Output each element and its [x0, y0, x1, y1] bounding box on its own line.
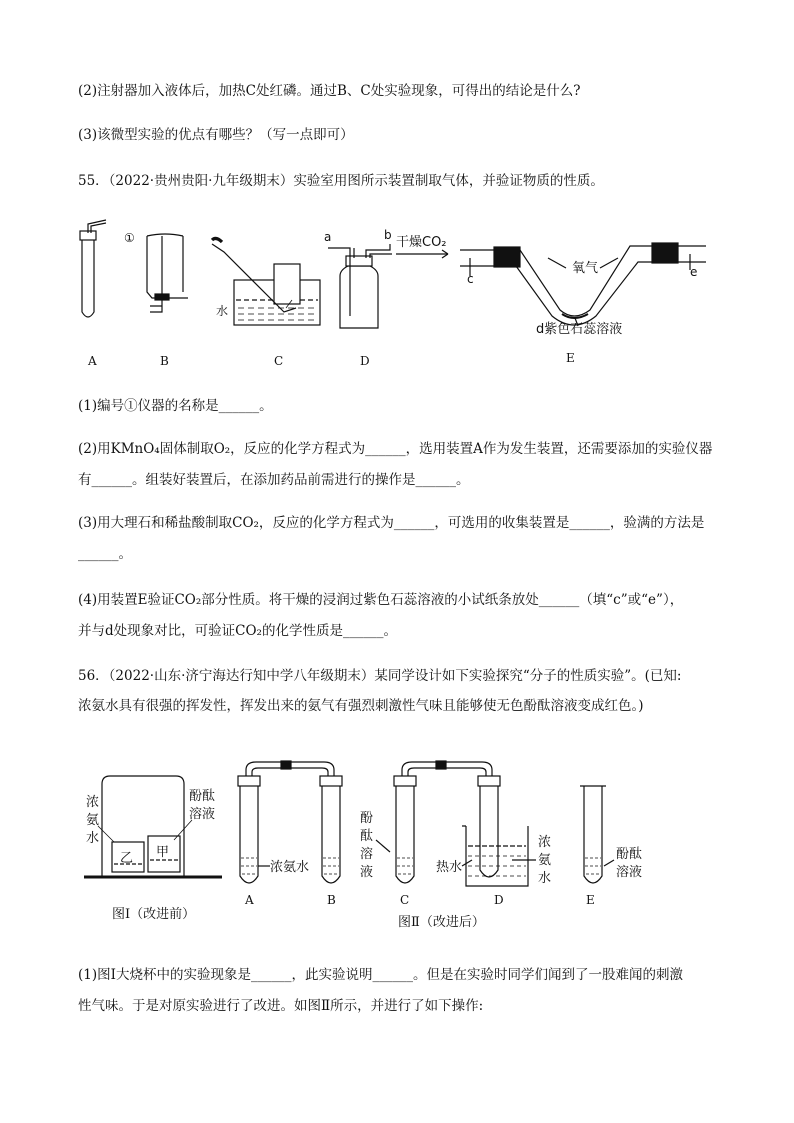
label-yi: 乙	[120, 851, 134, 866]
caption-ii-e: E	[586, 893, 595, 907]
apparatus-d-gas-bottle	[328, 244, 392, 328]
apparatus-a-test-tube	[80, 220, 106, 317]
label-dry-co2: 干燥CO₂	[396, 235, 447, 250]
label-phenol-b-2: 酞	[360, 829, 374, 844]
label-ammonia-d-1: 浓	[538, 835, 552, 850]
label-ammonia-d-2: 氨	[538, 853, 552, 868]
q55-part1: (1)编号①仪器的名称是______。	[78, 398, 273, 414]
label-ammonia-d-3: 水	[538, 871, 552, 886]
q55-part4-line2: 并与d处现象对比，可验证CO₂的化学性质是______。	[78, 623, 397, 639]
caption-ii-a: A	[245, 893, 254, 907]
q54-part2: (2)注射器加入液体后，加热C处红磷。通过B、C处实验现象，可得出的结论是什么?	[78, 83, 581, 99]
q55-stem: 55．（2022·贵州贵阳·九年级期末）实验室用图所示装置制取气体，并验证物质的性质。	[78, 173, 604, 189]
q55-part4-line1: (4)用装置E验证CO₂部分性质。将干燥的浸润过紫色石蕊溶液的小试纸条放处______（填“c”或“e”），	[78, 592, 684, 608]
label-phenol-b-3: 溶	[360, 847, 374, 862]
label-b: b	[384, 228, 392, 242]
label-ammonia-left-2: 氨	[86, 813, 100, 828]
figure-i-setup	[84, 776, 222, 877]
label-circle-1: ①	[124, 231, 135, 245]
q54-part3: (3)该微型实验的优点有哪些？（写一点即可）	[78, 127, 354, 143]
q56-part1-line2: 性气味。于是对原实验进行了改进。如图Ⅱ所示，并进行了如下操作:	[78, 998, 484, 1014]
label-a: a	[324, 230, 332, 244]
caption-d: D	[360, 354, 370, 368]
label-phenol-e-1: 酚酞	[616, 847, 643, 862]
label-ammonia-d-vertical	[538, 835, 551, 886]
label-ammonia-left-3: 水	[86, 831, 100, 846]
caption-c: C	[274, 354, 284, 368]
label-phenol-e-2: 溶液	[616, 865, 643, 880]
caption-ii-d: D	[494, 893, 504, 907]
label-phenol-left	[189, 788, 215, 822]
q55-part2-line1: (2)用KMnO₄固体制取O₂，反应的化学方程式为______，选用装置A作为发生装置，还需要添加的实验仪器	[78, 441, 713, 457]
label-phenol-b-vertical	[360, 811, 373, 880]
caption-figure-i: 图Ⅰ（改进前）	[112, 907, 196, 922]
q56-stem-line1: 56．（2022·山东·济宁海达行知中学八年级期末）某同学设计如下实验探究“分子的性质实验”。(已知:	[78, 668, 682, 684]
label-water: 水	[216, 304, 229, 318]
apparatus-b-funnel	[147, 234, 188, 312]
q55-part3-line1: (3)用大理石和稀盐酸制取CO₂，反应的化学方程式为______，可选用的收集装置是______，验满的方法是	[78, 515, 705, 531]
caption-b: B	[160, 354, 169, 368]
caption-ii-b: B	[327, 893, 336, 907]
caption-figure-ii: 图Ⅱ（改进后）	[398, 915, 485, 930]
label-c: c	[467, 272, 474, 286]
label-d-litmus: d紫色石蕊溶液	[536, 322, 623, 337]
apparatus-e-v-tube	[396, 243, 706, 326]
label-phenol-b-4: 液	[360, 865, 374, 880]
q55-part3-line2: ______。	[78, 546, 132, 562]
label-phenol-left-2: 溶液	[189, 807, 216, 822]
apparatus-c-water-trough	[212, 238, 320, 325]
q55-part2-line2: 有______。组装好装置后，在添加药品前需进行的操作是______。	[78, 472, 470, 488]
label-oxygen: 氧气	[572, 261, 599, 276]
label-hot-water: 热水	[436, 860, 463, 875]
label-ammonia-a: 浓氨水	[270, 860, 310, 875]
caption-e: E	[566, 351, 575, 365]
caption-a: A	[88, 354, 97, 368]
label-phenol-e	[616, 846, 642, 880]
figure-ii-setup	[238, 761, 614, 886]
q56-stem-line2: 浓氨水具有很强的挥发性，挥发出来的氨气有强烈刺激性气味且能够使无色酚酞溶液变成红色。)	[78, 698, 644, 714]
caption-ii-c: C	[400, 893, 410, 907]
label-jia: 甲	[156, 845, 170, 860]
label-ammonia-left-1: 浓	[86, 795, 100, 810]
q56-part1-line1: (1)图Ⅰ大烧杯中的实验现象是______，此实验说明______。但是在实验时同学们闻到了一股难闻的刺激	[78, 967, 683, 983]
label-ammonia-left-vertical	[86, 795, 99, 846]
label-phenol-left-1: 酚酞	[189, 789, 216, 804]
label-e: e	[690, 265, 698, 279]
label-phenol-b-1: 酚	[360, 811, 374, 826]
